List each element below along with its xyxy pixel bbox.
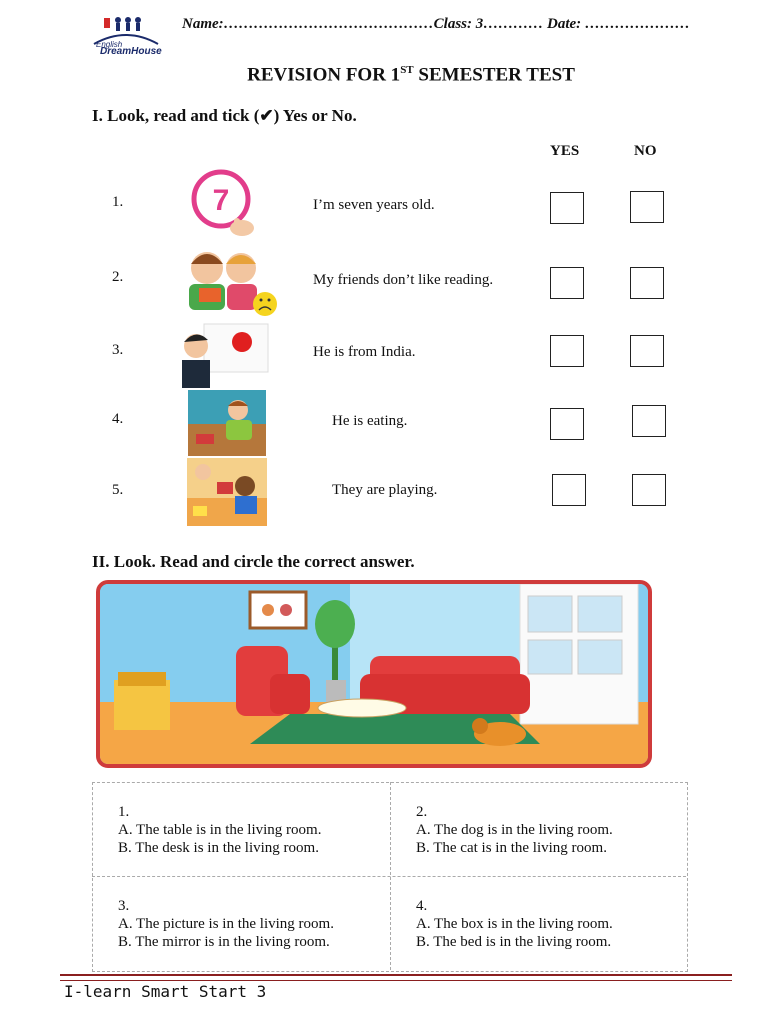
question-1-option-b[interactable]: B. The desk is in the living room. (118, 840, 319, 856)
section2-heading: II. Look. Read and circle the correct answer. (92, 552, 415, 571)
item2-no-checkbox[interactable] (630, 267, 664, 299)
number-seven-label: 7 (212, 184, 230, 217)
title-sup: ST (400, 64, 414, 76)
title-rest: SEMESTER TEST (413, 64, 575, 86)
item4-yes-checkbox[interactable] (550, 408, 584, 440)
question-3 (118, 897, 334, 951)
question-2-option-b[interactable]: B. The cat is in the living room. (416, 840, 607, 856)
yes-column-header: YES (550, 143, 580, 159)
item4-number: 4. (112, 411, 124, 427)
question-1-number: 1. (118, 804, 130, 820)
logo-subtitle: English (96, 40, 123, 49)
logo-name: DreamHouse (100, 46, 162, 57)
item2-number: 2. (112, 269, 124, 285)
title-main: REVISION FOR 1 (247, 64, 401, 86)
item1-no-checkbox[interactable] (630, 191, 664, 223)
question-3-number: 3. (118, 898, 130, 914)
boy-playing-picture (188, 390, 266, 456)
item5-yes-checkbox[interactable] (552, 474, 586, 506)
footer-divider (60, 974, 732, 981)
item3-number: 3. (112, 342, 124, 358)
living-room-picture (96, 580, 652, 768)
boy-with-flag-picture (182, 322, 270, 388)
item4-no-checkbox[interactable] (632, 405, 666, 437)
question-1-option-a[interactable]: A. The table is in the living room. (118, 822, 322, 838)
footer-text: I-learn Smart Start 3 (64, 982, 267, 1001)
question-2-number: 2. (416, 804, 428, 820)
question-4-number: 4. (416, 898, 428, 914)
grid-horizontal-divider (92, 876, 686, 877)
item1-yes-checkbox[interactable] (550, 192, 584, 224)
item4-text: He is eating. (332, 413, 408, 429)
no-column-header: NO (634, 143, 657, 159)
question-2 (416, 803, 613, 857)
item3-text: He is from India. (313, 344, 416, 360)
question-3-option-b[interactable]: B. The mirror is in the living room. (118, 934, 330, 950)
number-seven-picture (190, 168, 260, 240)
question-4-option-a[interactable]: A. The box is in the living room. (416, 916, 613, 932)
friends-reading-picture (183, 244, 279, 318)
children-playing-picture (187, 458, 267, 526)
item1-number: 1. (112, 194, 124, 210)
item5-text: They are playing. (332, 482, 438, 498)
page-title (0, 64, 768, 86)
question-2-option-a[interactable]: A. The dog is in the living room. (416, 822, 613, 838)
question-4-option-b[interactable]: B. The bed is in the living room. (416, 934, 612, 950)
question-3-option-a[interactable]: A. The picture is in the living room. (118, 916, 334, 932)
section1-heading: I. Look, read and tick (✔) Yes or No. (92, 106, 357, 125)
question-1 (118, 803, 321, 857)
item5-no-checkbox[interactable] (632, 474, 666, 506)
item1-text: I’m seven years old. (313, 197, 435, 213)
item5-number: 5. (112, 482, 124, 498)
item3-yes-checkbox[interactable] (550, 335, 584, 367)
item2-yes-checkbox[interactable] (550, 267, 584, 299)
item3-no-checkbox[interactable] (630, 335, 664, 367)
item2-text: My friends don’t like reading. (313, 272, 494, 288)
student-info-line[interactable]: Name:……………………………………Class: 3………… Date: ………………… (182, 16, 690, 32)
question-4 (416, 897, 613, 951)
